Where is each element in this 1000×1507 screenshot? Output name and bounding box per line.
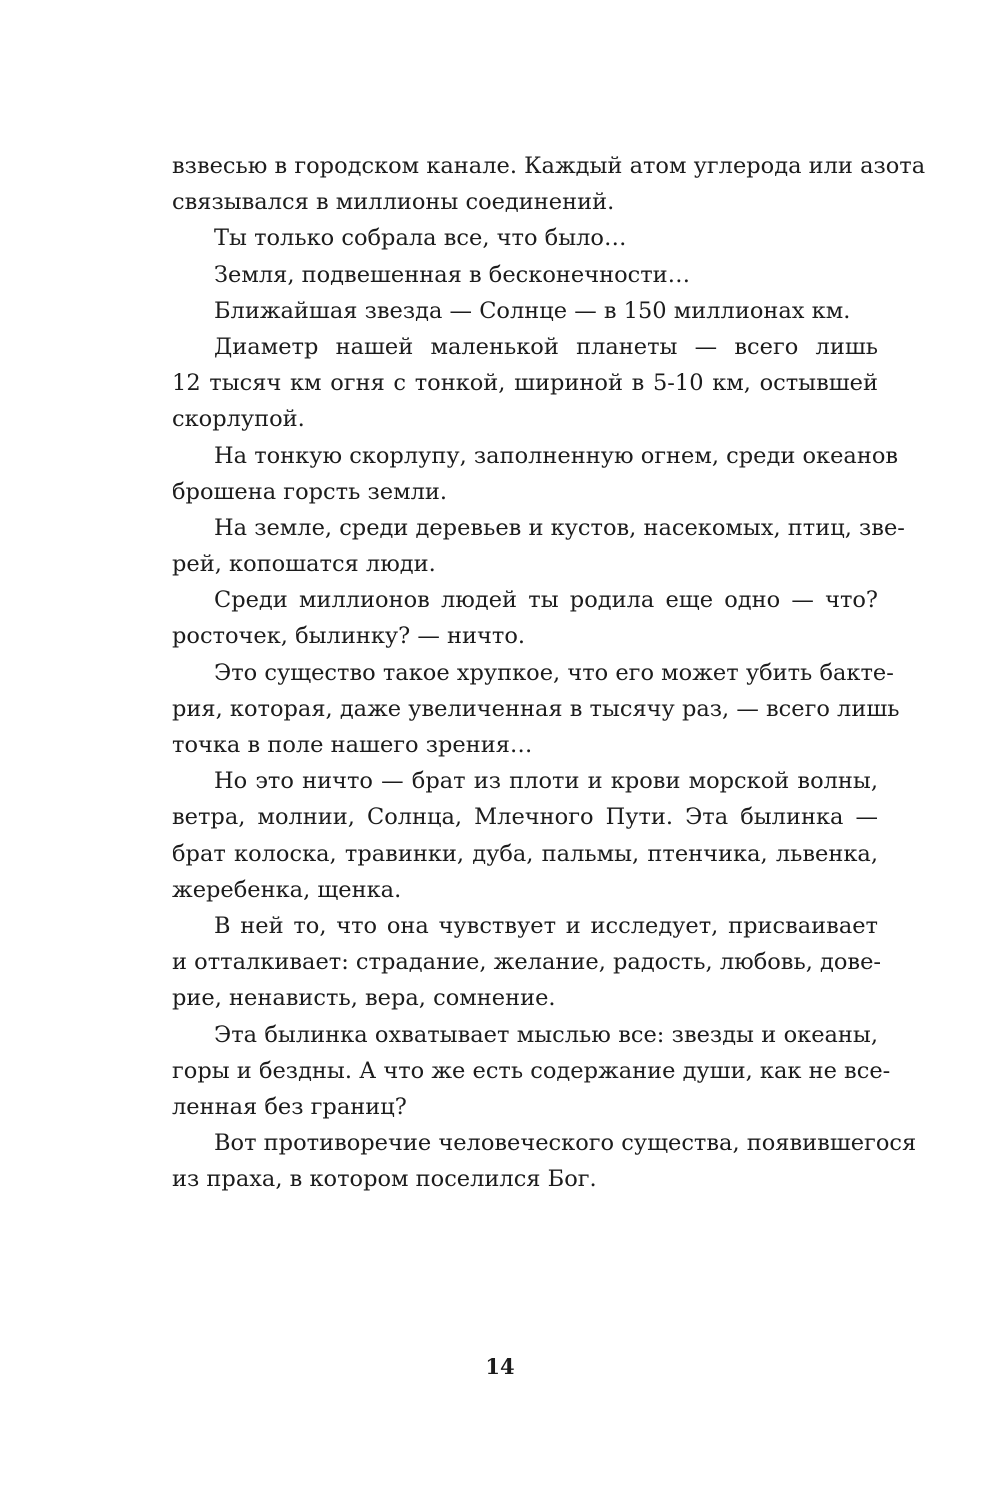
text-line: связывался в миллионы соединений. (172, 189, 615, 216)
text-line: и отталкивает: страдание, желание, радость, любовь, дове- (172, 949, 882, 976)
text-line: рия, которая, даже увеличенная в тысячу раз, — всего лишь (172, 695, 900, 722)
text-line: рей, копошатся люди. (172, 551, 436, 578)
page-number: 14 (485, 1354, 515, 1379)
text-line: Диаметр нашей маленькой планеты — всего лишь (214, 333, 878, 360)
text-line: из праха, в котором поселился Бог. (172, 1166, 597, 1193)
text-line: Это существо такое хрупкое, что его может убить бакте- (214, 659, 894, 686)
text-line: 12 тысяч км огня с тонкой, шириной в 5-10 км, остывшей (172, 370, 878, 397)
text-line: Среди миллионов людей ты родила еще одно — что? (214, 587, 878, 614)
text-line: Земля, подвешенная в бесконечности… (214, 261, 691, 288)
text-line: брат колоска, травинки, дуба, пальмы, птенчика, львенка, (172, 840, 878, 867)
text-line: рие, ненависть, вера, сомнение. (172, 985, 556, 1012)
text-line: Вот противоречие человеческого существа, появившегося (214, 1130, 917, 1157)
text-line: росточек, былинку? — ничто. (172, 623, 526, 650)
text-line: На земле, среди деревьев и кустов, насекомых, птиц, зве- (214, 514, 905, 541)
text-line: ветра, молнии, Солнца, Млечного Пути. Эта былинка — (172, 804, 878, 831)
text-line: Эта былинка охватывает мыслью все: звезды и океаны, (214, 1021, 878, 1048)
text-line: Но это ничто — брат из плоти и крови морской волны, (214, 768, 878, 795)
text-line: взвесью в городском канале. Каждый атом углерода или азота (172, 153, 926, 179)
text-line: точка в поле нашего зрения… (172, 732, 533, 758)
text-line: скорлупой. (172, 406, 305, 433)
text-line: В ней то, что она чувствует и исследует, присваивает (214, 912, 878, 939)
text-line: ленная без границ? (172, 1093, 407, 1120)
text-line: брошена горсть земли. (172, 478, 448, 505)
text-line: Ты только собрала все, что было… (214, 225, 627, 252)
text-line: жеребенка, щенка. (172, 876, 402, 903)
text-line: горы и бездны. А что же есть содержание души, как не все- (172, 1057, 891, 1084)
text-line: Ближайшая звезда — Солнце — в 150 миллионах км. (214, 297, 851, 324)
body-text (172, 148, 926, 1197)
text-line: На тонкую скорлупу, заполненную огнем, среди океанов (214, 442, 899, 469)
